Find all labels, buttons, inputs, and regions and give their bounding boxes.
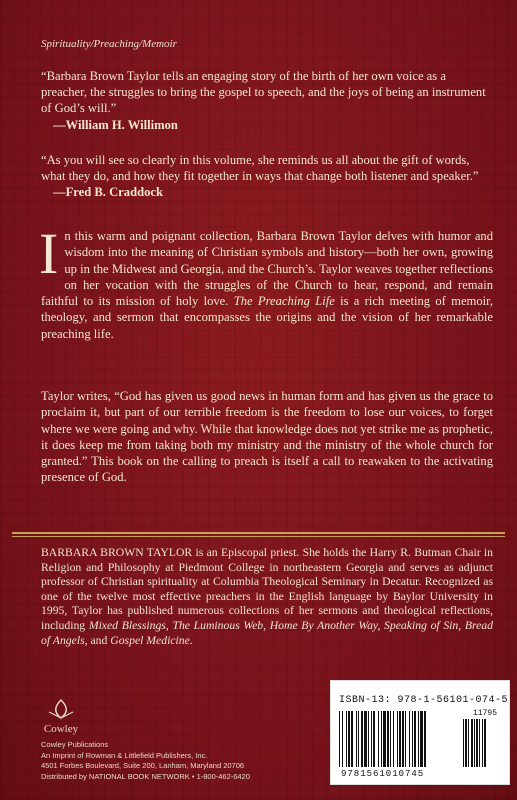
barcode-bar <box>373 711 375 767</box>
quote-attribution: —William H. Willimon <box>53 117 178 132</box>
barcode-bar <box>393 711 394 767</box>
barcode-bar <box>482 719 483 767</box>
barcode-number: 9781561010745 <box>341 769 425 779</box>
barcode-bar <box>468 719 469 767</box>
barcode-bar <box>351 711 353 767</box>
author-bio <box>41 546 493 648</box>
drop-cap: I <box>39 221 59 286</box>
cowley-logo <box>41 698 81 736</box>
barcode-bar <box>356 711 357 767</box>
publisher-line: An Imprint of Rowman & Littlefield Publishers, Inc. <box>41 750 208 760</box>
barcode-bar <box>399 711 401 767</box>
barcode-bar <box>420 711 423 767</box>
bio-end: . <box>189 633 193 647</box>
gold-divider <box>12 532 505 534</box>
description-paragraph: Taylor writes, “God has given us good news in human form and has given us the grace to proclaim it, but part of our terrible freedom is the freedom to lose our voices, to forget where we were going and why. While that knowledge does not yet strike me as prophetic, it does keep me from taking both my ministry and the ministry of the whole church for granted.” This book on the calling to preach is itself a call to reawaken to the activating presence of God. <box>41 389 493 485</box>
barcode-bar <box>474 719 475 767</box>
barcode-bar <box>476 719 478 767</box>
barcode-bar <box>424 711 426 767</box>
barcode-bar <box>368 711 369 767</box>
bio-titles: Mixed Blessings, The Luminous Web, Home By Another Way, Speaking of Sin, Bread of Angels, <box>41 618 493 647</box>
barcode-bar <box>397 711 398 767</box>
barcode-bar <box>371 711 372 767</box>
isbn-label: ISBN-13: 978-1-56101-074-5 <box>339 695 509 706</box>
barcode-bar <box>409 711 410 767</box>
barcode-bar <box>342 711 343 767</box>
barcode-bar <box>358 711 359 767</box>
endorsement-quote <box>41 68 491 133</box>
description-text: is a rich meeting of memoir, theology, and sermon that encompasses the origins and the vision of her remarkable preaching life. <box>41 294 493 341</box>
barcode-bar <box>364 711 367 767</box>
publisher-line: Distributed by NATIONAL BOOK NETWORK • 1-800-462-6420 <box>41 771 250 781</box>
publisher-line: Cowley Publications <box>41 740 109 749</box>
quote-text: “Barbara Brown Taylor tells an engaging story of the birth of her own voice as a preacher, the struggles to bring the gospel to speech, and the joys of being an instrument of God’s will.” <box>41 69 486 116</box>
cowley-logo-icon <box>41 698 81 736</box>
barcode-bar <box>346 711 347 767</box>
price-code: 11795 <box>472 709 497 718</box>
bio-last-title: Gospel Medicine <box>110 633 190 647</box>
barcode-bar <box>405 711 406 767</box>
description-paragraph <box>39 221 493 342</box>
barcode-bar <box>402 711 404 767</box>
barcode-bar <box>381 711 382 767</box>
endorsement-quote <box>41 152 491 201</box>
barcode-bar <box>414 711 416 767</box>
barcode-bar <box>465 719 467 767</box>
barcode-bar <box>471 719 473 767</box>
category-label: Spirituality/Preaching/Memoir <box>41 38 177 50</box>
barcode-bar <box>361 711 363 767</box>
barcode-box <box>330 680 510 785</box>
barcode-bar <box>383 711 386 767</box>
publisher-block <box>41 698 301 782</box>
barcode-bar <box>378 711 379 767</box>
barcode-bar <box>484 719 486 767</box>
book-title: The Preaching Life <box>233 294 335 309</box>
barcode-bars <box>339 711 501 771</box>
barcode-bar <box>418 711 419 767</box>
barcode-bar <box>387 711 389 767</box>
bio-text: BARBARA BROWN TAYLOR is an Episcopal priest. She holds the Harry R. Butman Chair in Religion and Philosophy at Piedmont College in northeastern Georgia and serves as adjunct professor of Christian spirituality at Columbia Theological Seminary in Decatur. Recognized as one of the twelve most effective preachers in the English language by Baylor University in 1995, Taylor has published numerous collections of her sermons and theological reflections, including <box>41 546 493 632</box>
bio-connector: and <box>87 633 111 647</box>
gold-divider <box>12 536 505 537</box>
description-text: n this warm and poignant collection, Barbara Brown Taylor delves with humor and wisdom into the meaning of Christian symbols and history—both her own, growing up in the Midwest and Georgia, and the Church’s. Taylor weaves together reflections on her vocation with the struggles of the Church to hear, respond, and remain faithful to its mission of holy love. <box>41 229 493 309</box>
barcode-bar <box>412 711 413 767</box>
barcode-bar <box>348 711 350 767</box>
barcode-bar <box>463 719 464 767</box>
barcode-bar <box>339 711 340 767</box>
logo-text: Cowley <box>43 723 79 735</box>
barcode-bar <box>479 719 480 767</box>
quote-attribution: —Fred B. Craddock <box>53 185 163 200</box>
publisher-line: 4501 Forbes Boulevard, Suite 200, Lanham, Maryland 20706 <box>41 761 245 770</box>
barcode-bar <box>390 711 391 767</box>
quote-text: “As you will see so clearly in this volume, she reminds us all about the gift of words, what they do, and how they fit together in ways that change both listener and speaker.” <box>41 153 479 184</box>
